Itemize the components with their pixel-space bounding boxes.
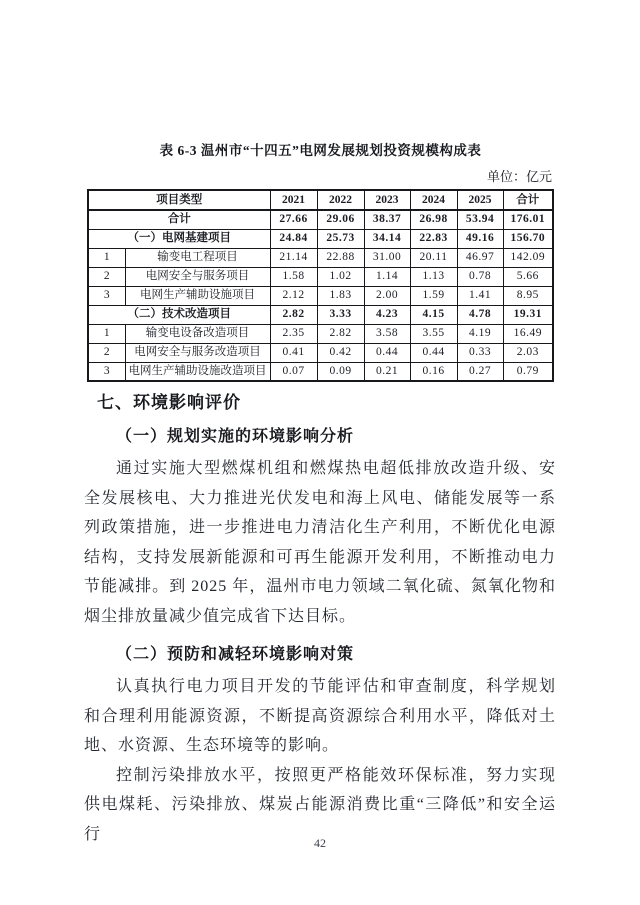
cell-value: 2.82: [317, 324, 364, 343]
cell-value: 3.33: [317, 305, 364, 324]
cell-value: 2.82: [270, 305, 317, 324]
table-row-detail: [88, 267, 553, 286]
row-label: 合计: [88, 210, 270, 229]
row-label: 电网生产辅助设施改造项目: [125, 362, 270, 381]
cell-value: 0.21: [364, 362, 410, 381]
cell-value: 22.88: [317, 248, 364, 267]
cell-value: 3.58: [364, 324, 410, 343]
cell-value: 4.23: [364, 305, 410, 324]
cell-value: 0.42: [317, 343, 364, 362]
row-label: 电网安全与服务项目: [125, 267, 270, 286]
cell-value: 8.95: [503, 286, 553, 305]
cell-value: 19.31: [503, 305, 553, 324]
table-row-total: [88, 210, 553, 229]
paragraph-impact-analysis: 通过实施大型燃煤机组和燃煤热电超低排放改造升级、安全发展核电、大力推进光伏发电和海上风电、储能发展等一系列政策措施，进一步推进电力清洁化生产利用，不断优化电源结构，支持发展新能源和可再生能源开发利用，不断推动电力节能减排。到 2025 年，温州市电力领域二氧化硫、氮氧化物和烟尘排放量减少值完成省下达目标。: [84, 460, 556, 625]
row-index: 1: [88, 324, 125, 343]
cell-value: 25.73: [317, 229, 364, 248]
investment-table: [87, 189, 554, 382]
cell-value: 3.55: [410, 324, 457, 343]
table-section: [87, 139, 554, 382]
section-heading-environment: 七、环境影响评价: [97, 393, 241, 412]
row-label: （一）电网基建项目: [88, 229, 270, 248]
cell-value: 31.00: [364, 248, 410, 267]
col-header-total: 合计: [503, 190, 553, 210]
table-row-section-tech: [88, 305, 553, 324]
cell-value: 38.37: [364, 210, 410, 229]
cell-value: 2.00: [364, 286, 410, 305]
row-label: 输变电设备改造项目: [125, 324, 270, 343]
cell-value: 0.16: [410, 362, 457, 381]
cell-value: 22.83: [410, 229, 457, 248]
body-text-section: [84, 388, 556, 849]
sub-heading-mitigation: （二）预防和减轻环境影响对策: [116, 646, 355, 663]
cell-value: 4.15: [410, 305, 457, 324]
row-label: 电网安全与服务改造项目: [125, 343, 270, 362]
cell-value: 34.14: [364, 229, 410, 248]
col-header-2022: 2022: [317, 190, 364, 210]
cell-value: 0.44: [364, 343, 410, 362]
cell-value: 4.78: [457, 305, 503, 324]
cell-value: 176.01: [503, 210, 553, 229]
cell-value: 0.33: [457, 343, 503, 362]
cell-value: 5.66: [503, 267, 553, 286]
table-row-section-grid: [88, 229, 553, 248]
col-header-2024: 2024: [410, 190, 457, 210]
cell-value: 1.13: [410, 267, 457, 286]
cell-value: 27.66: [270, 210, 317, 229]
cell-value: 49.16: [457, 229, 503, 248]
cell-value: 26.98: [410, 210, 457, 229]
table-row-detail: [88, 286, 553, 305]
cell-value: 1.83: [317, 286, 364, 305]
page-number: 42: [314, 836, 326, 850]
cell-value: 1.02: [317, 267, 364, 286]
col-header-2021: 2021: [270, 190, 317, 210]
row-index: 2: [88, 343, 125, 362]
cell-value: 53.94: [457, 210, 503, 229]
cell-value: 0.27: [457, 362, 503, 381]
cell-value: 20.11: [410, 248, 457, 267]
row-index: 1: [88, 248, 125, 267]
cell-value: 1.14: [364, 267, 410, 286]
row-index: 3: [88, 362, 125, 381]
cell-value: 29.06: [317, 210, 364, 229]
table-header-row: [88, 190, 553, 210]
cell-value: 0.79: [503, 362, 553, 381]
col-header-2025: 2025: [457, 190, 503, 210]
cell-value: 1.59: [410, 286, 457, 305]
table-row-detail: [88, 324, 553, 343]
row-label: 电网生产辅助设施项目: [125, 286, 270, 305]
sub-heading-impact-analysis: （一）规划实施的环境影响分析: [116, 428, 355, 445]
cell-value: 46.97: [457, 248, 503, 267]
cell-value: 0.09: [317, 362, 364, 381]
paragraph-mitigation-2: 控制污染排放水平，按照更严格能效环保标准，努力实现供电煤耗、污染排放、煤炭占能源消费比重“三降低”和安全运行: [84, 766, 556, 843]
table-row-detail: [88, 362, 553, 381]
table-row-detail: [88, 343, 553, 362]
cell-value: 156.70: [503, 229, 553, 248]
cell-value: 0.78: [457, 267, 503, 286]
table-caption: 表 6-3 温州市“十四五”电网发展规划投资规模构成表: [159, 143, 482, 158]
cell-value: 142.09: [503, 248, 553, 267]
row-index: 2: [88, 267, 125, 286]
cell-value: 1.41: [457, 286, 503, 305]
cell-value: 0.07: [270, 362, 317, 381]
cell-value: 0.44: [410, 343, 457, 362]
paragraph-mitigation-1: 认真执行电力项目开发的节能评估和审查制度，科学规划和合理利用能源资源，不断提高资源综合利用水平，降低对土地、水资源、生态环境等的影响。: [84, 678, 556, 754]
cell-value: 24.84: [270, 229, 317, 248]
row-index: 3: [88, 286, 125, 305]
unit-label: 单位：亿元: [486, 169, 552, 184]
cell-value: 2.03: [503, 343, 553, 362]
row-label: 输变电工程项目: [125, 248, 270, 267]
table-row-detail: [88, 248, 553, 267]
cell-value: 1.58: [270, 267, 317, 286]
col-header-2023: 2023: [364, 190, 410, 210]
cell-value: 0.41: [270, 343, 317, 362]
cell-value: 2.35: [270, 324, 317, 343]
cell-value: 16.49: [503, 324, 553, 343]
cell-value: 2.12: [270, 286, 317, 305]
row-label: （二）技术改造项目: [88, 305, 270, 324]
col-header-project-type: 项目类型: [88, 190, 270, 210]
cell-value: 4.19: [457, 324, 503, 343]
cell-value: 21.14: [270, 248, 317, 267]
